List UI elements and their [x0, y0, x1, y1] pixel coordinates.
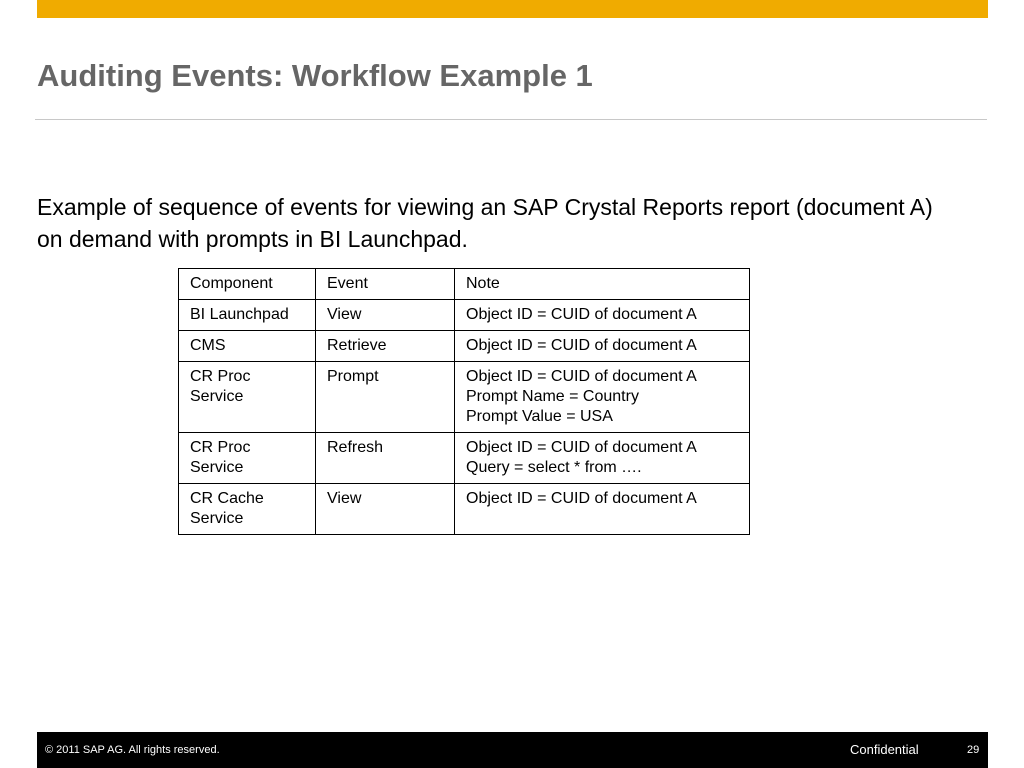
- slide-title: Auditing Events: Workflow Example 1: [37, 58, 593, 93]
- cell-note: [455, 362, 750, 433]
- title-divider: [35, 119, 987, 120]
- header-note: Note: [455, 269, 750, 300]
- cell-component: CR Proc Service: [179, 362, 316, 433]
- cell-event: View: [316, 484, 455, 535]
- header-component: Component: [179, 269, 316, 300]
- table-row: [179, 362, 750, 433]
- note-line: Object ID = CUID of document A: [466, 490, 697, 507]
- copyright-text: © 2011 SAP AG. All rights reserved.: [45, 744, 220, 756]
- cell-note: [455, 484, 750, 535]
- cell-event: Refresh: [316, 433, 455, 484]
- header-event: Event: [316, 269, 455, 300]
- intro-paragraph: Example of sequence of events for viewing an SAP Crystal Reports report (document A) on demand with prompts in BI Launchpad.: [37, 194, 933, 252]
- cell-component: CR Proc Service: [179, 433, 316, 484]
- table-header-row: [179, 269, 750, 300]
- cell-component: CMS: [179, 331, 316, 362]
- note-line: Prompt Name = Country: [466, 388, 639, 405]
- table-row: [179, 331, 750, 362]
- cell-note: [455, 433, 750, 484]
- note-line: Object ID = CUID of document A: [466, 337, 697, 354]
- cell-component: CR Cache Service: [179, 484, 316, 535]
- cell-note: [455, 331, 750, 362]
- cell-note: [455, 300, 750, 331]
- cell-event: Prompt: [316, 362, 455, 433]
- confidential-label: Confidential: [850, 742, 919, 757]
- note-line: Object ID = CUID of document A: [466, 368, 697, 385]
- accent-bar: [37, 0, 988, 18]
- note-line: Prompt Value = USA: [466, 408, 613, 425]
- note-line: Query = select * from ….: [466, 459, 642, 476]
- cell-event: View: [316, 300, 455, 331]
- note-line: Object ID = CUID of document A: [466, 306, 697, 323]
- table-row: [179, 484, 750, 535]
- table-row: [179, 433, 750, 484]
- page-number: 29: [967, 744, 980, 756]
- events-table: [178, 268, 750, 535]
- cell-event: Retrieve: [316, 331, 455, 362]
- table-row: [179, 300, 750, 331]
- footer-bar: [37, 732, 988, 768]
- cell-component: BI Launchpad: [179, 300, 316, 331]
- note-line: Object ID = CUID of document A: [466, 439, 697, 456]
